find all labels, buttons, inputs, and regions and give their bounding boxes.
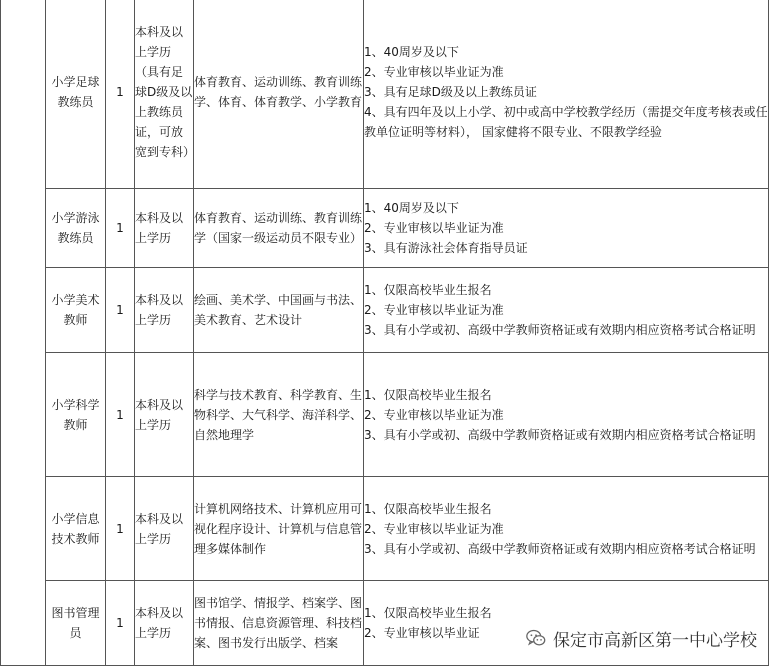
requirement-line: 1、40周岁及以下 <box>364 44 459 59</box>
hire-count: 1 <box>106 0 135 189</box>
requirement-line: 3、具有小学或初、高级中学教师资格证或有效期内相应资格考试合格证明 <box>364 323 756 337</box>
post-name: 小学美术教师 <box>46 268 106 353</box>
requirement-line: 2、专业审核以毕业证 <box>364 626 480 640</box>
other-requirements <box>364 581 769 666</box>
requirement-line: 3、具有小学或初、高级中学教师资格证或有效期内相应资格考试合格证明 <box>364 541 756 556</box>
major-requirement: 计算机网络技术、计算机应用可视化程序设计、计算机与信息管理多媒体制作 <box>194 477 364 581</box>
requirement-line: 2、专业审核以毕业证为准 <box>364 407 504 422</box>
requirement-line: 1、仅限高校毕业生报名 <box>364 283 492 297</box>
requirement-line: 2、专业审核以毕业证为准 <box>364 521 504 536</box>
account-watermark <box>523 624 759 652</box>
requirement-line: 4、具有四年及以上小学、初中或高中学校教学经历（需提交年度考核表或任教单位证明等材料）， 国家健将不限专业、不限教学经验 <box>364 104 768 139</box>
requirement-line: 2、专业审核以毕业证为准 <box>364 64 504 79</box>
requirement-line: 3、具有小学或初、高级中学教师资格证或有效期内相应资格考试合格证明 <box>364 427 756 442</box>
major-requirement: 绘画、美术学、中国画与书法、美术教育、艺术设计 <box>194 268 364 353</box>
requirement-line: 2、专业审核以毕业证为准 <box>364 221 504 235</box>
major-requirement: 图书馆学、情报学、档案学、图书情报、信息资源管理、科技档案、图书发行出版学、档案 <box>194 581 364 666</box>
education-requirement: 本科及以上学历 <box>135 268 194 353</box>
hire-count: 1 <box>106 353 135 477</box>
requirement-line: 1、仅限高校毕业生报名 <box>364 606 492 620</box>
post-name: 图书管理员 <box>46 581 106 666</box>
requirement-line: 3、具有游泳社会体育指导员证 <box>364 241 528 255</box>
table-row <box>1 189 769 268</box>
post-name: 小学科学教师 <box>46 353 106 477</box>
other-requirements <box>364 477 769 581</box>
education-requirement: 本科及以上学历（具有足球D级及以上教练员证，可放宽到专科） <box>135 0 194 189</box>
education-requirement: 本科及以上学历 <box>135 581 194 666</box>
other-requirements <box>364 0 769 189</box>
education-requirement: 本科及以上学历 <box>135 353 194 477</box>
requirement-line: 1、仅限高校毕业生报名 <box>364 501 492 516</box>
major-requirement: 科学与技术教育、科学教育、生物科学、大气科学、海洋科学、自然地理学 <box>194 353 364 477</box>
post-name: 小学游泳教练员 <box>46 189 106 268</box>
table-row <box>1 353 769 477</box>
table-row <box>1 268 769 353</box>
major-requirement: 体育教育、运动训练、教育训练学、体育、体育教学、小学教育 <box>194 0 364 189</box>
watermark-text: 保定市高新区第一中心学校 <box>553 630 757 651</box>
bottom-edge <box>0 666 773 671</box>
left-margin-cell <box>1 0 46 666</box>
other-requirements <box>364 268 769 353</box>
requirement-line: 1、仅限高校毕业生报名 <box>364 387 492 402</box>
table-row <box>1 477 769 581</box>
requirement-line: 2、专业审核以毕业证为准 <box>364 303 504 317</box>
education-requirement: 本科及以上学历 <box>135 477 194 581</box>
major-requirement: 体育教育、运动训练、教育训练学（国家一级运动员不限专业） <box>194 189 364 268</box>
hire-count: 1 <box>106 268 135 353</box>
post-name: 小学信息技术教师 <box>46 477 106 581</box>
table-row <box>1 581 769 666</box>
other-requirements <box>364 353 769 477</box>
requirement-line: 1、40周岁及以下 <box>364 201 459 215</box>
other-requirements <box>364 189 769 268</box>
hire-count: 1 <box>106 581 135 666</box>
table-row <box>1 0 769 189</box>
wechat-icon <box>525 627 547 649</box>
post-name: 小学足球教练员 <box>46 0 106 189</box>
requirement-line: 3、具有足球D级及以上教练员证 <box>364 84 537 99</box>
hire-count: 1 <box>106 477 135 581</box>
hire-count: 1 <box>106 189 135 268</box>
education-requirement: 本科及以上学历 <box>135 189 194 268</box>
